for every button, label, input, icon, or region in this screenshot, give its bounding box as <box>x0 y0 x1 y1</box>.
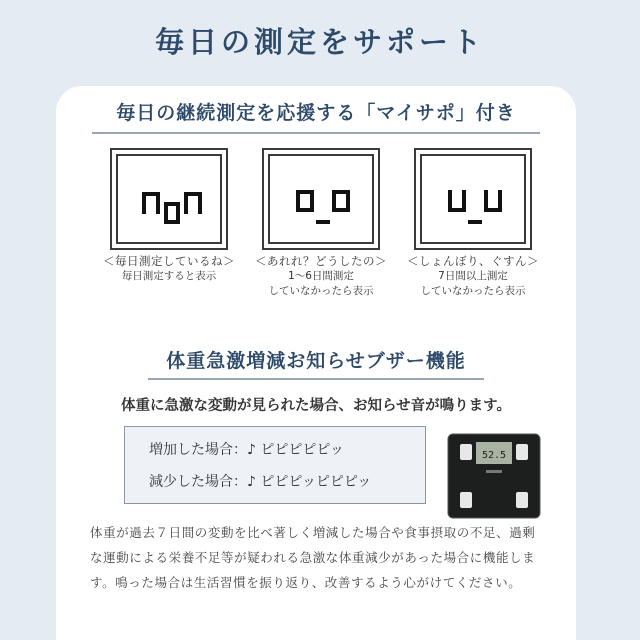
face-caption-daily <box>89 254 249 284</box>
caption-line: していなかったら表示 <box>268 285 374 297</box>
section-divider <box>92 132 540 134</box>
caption-line: 1〜6日間測定 <box>288 270 354 282</box>
buzzer-description: 体重に急激な変動が見られた場合、お知らせ音が鳴ります。 <box>121 398 511 414</box>
face-display-sad <box>414 148 532 250</box>
face-display-daily <box>110 148 228 250</box>
caption-line: 毎日測定すると表示 <box>121 270 217 282</box>
face-u_u-icon <box>422 156 528 246</box>
caption-heading: ＜あれれ？どうしたの＞ <box>255 254 387 268</box>
section-divider <box>148 378 484 380</box>
face-caption-worried <box>241 254 401 299</box>
description-line: な運動による栄養不足等が疑われる急激な体重減少があった場合に機能しま <box>90 550 536 565</box>
face-display-worried <box>262 148 380 250</box>
face-n0n-icon <box>118 156 224 246</box>
caption-line: していなかったら表示 <box>420 285 526 297</box>
page-title: 毎日の測定をサポート <box>154 25 485 59</box>
caption-line: 7日間以上測定 <box>438 270 508 282</box>
face-caption-sad <box>393 254 553 299</box>
caption-heading: ＜毎日測定しているね＞ <box>103 254 235 268</box>
mysapo-section-title: 毎日の継続測定を応援する「マイサポ」付き <box>116 102 516 124</box>
buzzer-section-title: 体重急激増減お知らせブザー機能 <box>166 350 466 372</box>
face-o_o-icon <box>270 156 376 246</box>
body-composition-scale-icon <box>446 432 542 520</box>
buzzer-sound-box <box>124 426 426 504</box>
function-description <box>90 520 560 595</box>
description-line: す。鳴った場合は生活習慣を振り返り、改善するよう心がけてください。 <box>90 575 522 590</box>
scale-display-value: 52.5 <box>481 450 507 461</box>
decrease-sound-text: 減少した場合：♪ ピピピッピピピッ <box>149 474 372 490</box>
increase-sound-text: 増加した場合：♪ ピピピピピッ <box>149 442 344 458</box>
caption-heading: ＜しょんぼり、ぐすん＞ <box>407 254 539 268</box>
description-line: 体重が過去７日間の変動を比べ著しく増減した場合や食事摂取の不足、過剰 <box>90 525 536 540</box>
